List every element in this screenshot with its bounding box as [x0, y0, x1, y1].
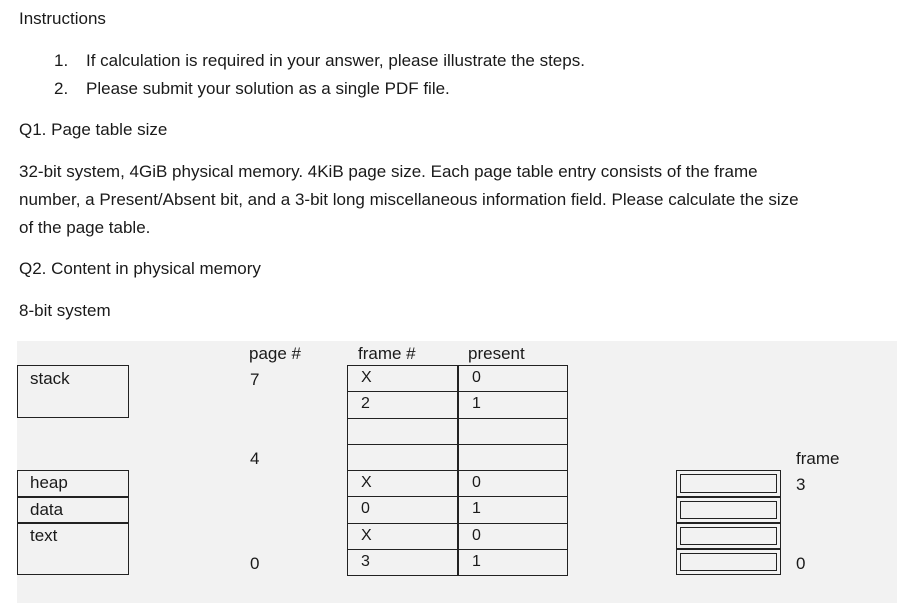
- heap-segment: [17, 470, 129, 497]
- instruction-item-1: [54, 51, 585, 71]
- q1-line: 32-bit system, 4GiB physical memory. 4KiB page size. Each page table entry consists of the frame: [19, 162, 758, 181]
- instructions-heading: Instructions: [19, 9, 106, 28]
- page-table-frame-cell: 3: [347, 549, 458, 576]
- page-number-header: page #: [249, 344, 301, 363]
- page-table-frame-cell: X: [347, 523, 458, 550]
- text-segment: [17, 523, 129, 575]
- physical-frame-header: frame: [796, 449, 840, 468]
- instruction-text: Please submit your solution as a single PDF file.: [86, 79, 450, 98]
- text-label: text: [30, 526, 58, 545]
- instruction-number: 1.: [54, 51, 69, 70]
- page-table-present-cell: 1: [458, 549, 568, 576]
- page-table-frame-cell: X: [347, 365, 458, 392]
- page-table-present-cell: 0: [458, 470, 568, 497]
- q1-body: [19, 158, 899, 242]
- heap-label: heap: [30, 473, 68, 492]
- q1-line: number, a Present/Absent bit, and a 3-bit long miscellaneous information field. Please calculate the size: [19, 190, 799, 209]
- page-label-bottom: 0: [250, 554, 260, 573]
- instruction-item-2: [54, 79, 450, 99]
- physical-frame-3: [676, 470, 781, 497]
- stack-label: stack: [30, 369, 70, 388]
- page-table-frame-cell: X: [347, 470, 458, 497]
- physical-frame-1: [676, 523, 781, 549]
- q2-subheading: 8-bit system: [19, 301, 111, 320]
- page-table-present-cell: 1: [458, 496, 568, 523]
- instruction-number: 2.: [54, 79, 69, 98]
- page-table-frame-cell: 2: [347, 391, 458, 418]
- data-label: data: [30, 500, 64, 519]
- page-table-frame-cell: [347, 418, 458, 445]
- q1-line: of the page table.: [19, 218, 151, 237]
- page-table-present-cell: 0: [458, 523, 568, 550]
- physical-frame-2: [676, 497, 781, 523]
- page-label-top: 7: [250, 370, 260, 389]
- q2-heading: Q2. Content in physical memory: [19, 259, 261, 278]
- present-header: present: [468, 344, 525, 363]
- stack-segment: [17, 365, 129, 418]
- physical-frame-0: [676, 549, 781, 575]
- page-table-present-cell: 0: [458, 365, 568, 392]
- data-segment: [17, 497, 129, 523]
- physical-frame-top-number: 3: [796, 475, 806, 494]
- page-table-present-cell: [458, 444, 568, 471]
- page-table-present-cell: [458, 418, 568, 445]
- page-table-frame-cell: [347, 444, 458, 471]
- page-table-present-cell: 1: [458, 391, 568, 418]
- page-label-mid: 4: [250, 449, 260, 468]
- frame-number-header: frame #: [358, 344, 416, 363]
- instruction-text: If calculation is required in your answer, please illustrate the steps.: [86, 51, 585, 70]
- physical-frame-bottom-number: 0: [796, 554, 806, 573]
- page-table-frame-cell: 0: [347, 496, 458, 523]
- memory-diagram: [17, 341, 897, 603]
- q1-heading: Q1. Page table size: [19, 120, 168, 139]
